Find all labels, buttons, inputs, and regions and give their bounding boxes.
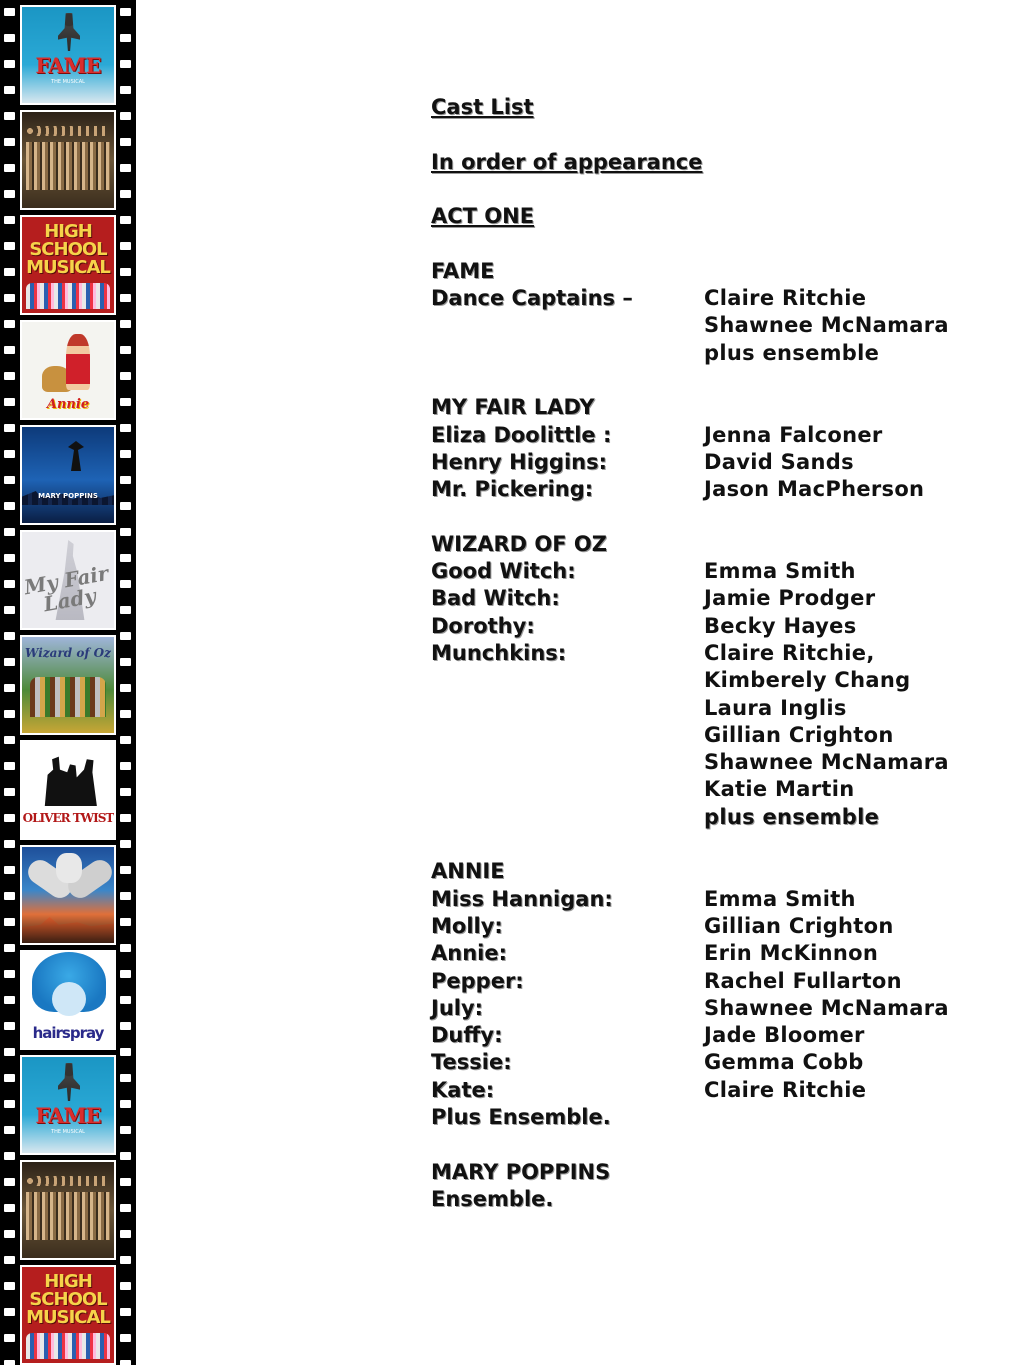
film-perforation <box>4 1334 15 1342</box>
poster-poppins <box>22 427 114 523</box>
film-perforation <box>120 112 131 120</box>
film-perforation <box>4 606 15 614</box>
film-perforation <box>120 60 131 68</box>
poster-title: Wizard of Oz <box>25 646 111 660</box>
film-perforation <box>4 1178 15 1186</box>
ensemble-note: plus ensemble <box>704 804 880 829</box>
film-perforation <box>4 528 15 536</box>
role-label: Miss Hannigan: <box>431 886 613 911</box>
film-perforation <box>4 1230 15 1238</box>
actor-name: David Sands <box>704 449 854 474</box>
actor-name: Katie Martin <box>704 777 855 802</box>
actor-name: Jamie Prodger <box>704 586 876 611</box>
film-perforation <box>120 450 131 458</box>
actor-name: Claire Ritchie <box>704 1077 867 1102</box>
film-perforation <box>120 1126 131 1134</box>
poster-subtitle: THE MUSICAL <box>51 79 85 85</box>
poster-art <box>56 853 82 883</box>
film-perforation <box>120 814 131 822</box>
role-label: Henry Higgins: <box>431 449 608 474</box>
role-label: Pepper: <box>431 968 524 993</box>
film-perforation <box>120 1282 131 1290</box>
role-label: Molly: <box>431 913 503 938</box>
poster-frame <box>20 635 116 735</box>
film-perforation <box>120 788 131 796</box>
poster-frame <box>20 845 116 945</box>
poster-title: HIGH SCHOOL MUSICAL <box>26 221 110 278</box>
poster-title: Annie <box>46 397 90 412</box>
poster-art <box>26 130 110 190</box>
film-perforation <box>4 346 15 354</box>
show-heading-annie: ANNIE <box>431 859 505 884</box>
poster-art <box>66 441 86 471</box>
film-perforation <box>4 1204 15 1212</box>
poster-fame <box>22 7 114 103</box>
film-perforation <box>120 1256 131 1264</box>
poster-frame <box>20 1055 116 1155</box>
cast-row <box>431 968 1011 995</box>
cast-row <box>431 476 1011 503</box>
poster-frame <box>20 215 116 315</box>
film-perforation <box>120 138 131 146</box>
cast-row <box>431 1022 1011 1049</box>
film-perforation <box>4 216 15 224</box>
film-perforation <box>4 580 15 588</box>
film-perforation <box>120 86 131 94</box>
film-perforation <box>4 502 15 510</box>
actor-name: Shawnee McNamara <box>704 313 949 338</box>
actor-name: Kimberely Chang <box>704 668 911 693</box>
film-perforation <box>120 372 131 380</box>
actor-name: Gillian Crighton <box>704 913 894 938</box>
film-perforation <box>4 658 15 666</box>
poster-title: FAME <box>35 1103 101 1128</box>
film-perforation <box>4 632 15 640</box>
film-perforation <box>120 216 131 224</box>
film-perforation <box>4 138 15 146</box>
cast-row <box>431 640 1011 667</box>
cast-row <box>431 1077 1011 1104</box>
poster-art <box>26 126 110 136</box>
poster-title: OLIVER TWIST <box>22 811 114 825</box>
poster-art <box>26 283 110 309</box>
role-label: Munchkins: <box>431 640 567 665</box>
film-perforation <box>4 892 15 900</box>
cast-row <box>431 449 1011 476</box>
poster-art <box>30 677 106 717</box>
film-perforation <box>120 34 131 42</box>
film-perforation <box>4 814 15 822</box>
film-perforation <box>4 1282 15 1290</box>
film-perforation <box>120 294 131 302</box>
poster-frame <box>20 530 116 630</box>
cast-row <box>431 995 1011 1022</box>
film-perforation <box>4 996 15 1004</box>
poster-chorus <box>22 1162 114 1258</box>
film-perforation <box>120 918 131 926</box>
poster-frame <box>20 950 116 1050</box>
film-perforation <box>120 996 131 1004</box>
cast-row <box>431 913 1011 940</box>
act-heading: ACT ONE <box>431 204 535 229</box>
cast-row <box>431 422 1011 449</box>
film-perforation <box>120 1360 131 1368</box>
show-heading-my-fair-lady: MY FAIR LADY <box>431 395 595 420</box>
film-perforation <box>120 1022 131 1030</box>
actor-name: Emma Smith <box>704 886 856 911</box>
film-perforation <box>4 164 15 172</box>
film-perforation <box>120 710 131 718</box>
film-perforation <box>120 970 131 978</box>
poster-frame <box>20 740 116 840</box>
film-perforation <box>4 372 15 380</box>
film-perforation <box>4 1074 15 1082</box>
actor-name: Claire Ritchie, <box>704 640 875 665</box>
film-perforation <box>120 346 131 354</box>
document-subtitle: In order of appearance <box>431 149 703 174</box>
film-perforation <box>4 710 15 718</box>
film-perforation <box>120 580 131 588</box>
film-perforation <box>4 112 15 120</box>
film-perforation <box>4 190 15 198</box>
cast-row <box>431 940 1011 967</box>
actor-name: Claire Ritchie <box>704 286 867 311</box>
role-label: Annie: <box>431 941 507 966</box>
film-perforation <box>4 60 15 68</box>
role-label: Dance Captains – <box>431 286 633 311</box>
poster-art <box>26 1333 110 1359</box>
ensemble-note: plus ensemble <box>704 340 880 365</box>
film-perforation <box>4 944 15 952</box>
cast-list-document <box>431 94 1011 1213</box>
film-perforation <box>120 398 131 406</box>
film-perforation <box>120 1048 131 1056</box>
film-perforations-right <box>120 0 132 1365</box>
poster-frame <box>20 1265 116 1365</box>
film-perforations-left <box>4 0 16 1365</box>
poster-hairspray <box>22 952 114 1048</box>
poster-hsm <box>22 217 114 313</box>
film-perforation <box>120 632 131 640</box>
film-perforation <box>4 1152 15 1160</box>
film-perforation <box>120 840 131 848</box>
film-perforation <box>120 1334 131 1342</box>
cast-row <box>431 1049 1011 1076</box>
film-perforation <box>4 86 15 94</box>
actor-name: Shawnee McNamara <box>704 750 949 775</box>
film-perforation <box>4 320 15 328</box>
film-perforation <box>4 788 15 796</box>
role-label: Duffy: <box>431 1023 503 1048</box>
film-perforation <box>120 502 131 510</box>
film-perforation <box>4 268 15 276</box>
film-perforation <box>4 1308 15 1316</box>
film-perforation <box>4 684 15 692</box>
poster-subtitle: THE MUSICAL <box>51 1129 85 1135</box>
poster-mfl <box>22 532 114 628</box>
film-perforation <box>120 684 131 692</box>
poster-title: FAME <box>35 53 101 78</box>
film-perforation <box>120 528 131 536</box>
ensemble-note: Ensemble. <box>431 1186 554 1211</box>
film-perforation <box>120 554 131 562</box>
film-perforation <box>4 8 15 16</box>
poster-fame <box>22 1057 114 1153</box>
film-perforation <box>120 8 131 16</box>
actor-name: Becky Hayes <box>704 613 857 638</box>
poster-art <box>42 754 98 806</box>
film-perforation <box>120 892 131 900</box>
actor-name: Jason MacPherson <box>704 477 925 502</box>
film-strip <box>0 0 136 1365</box>
show-heading-fame: FAME <box>431 258 495 283</box>
role-label: July: <box>431 995 484 1020</box>
film-perforation <box>4 918 15 926</box>
role-label: Mr. Pickering: <box>431 477 594 502</box>
role-label: Bad Witch: <box>431 586 560 611</box>
film-perforation <box>4 34 15 42</box>
film-perforation <box>4 1100 15 1108</box>
poster-hsm <box>22 1267 114 1363</box>
film-perforation <box>4 762 15 770</box>
actor-name: Gillian Crighton <box>704 722 894 747</box>
poster-frame <box>20 320 116 420</box>
film-perforation <box>4 450 15 458</box>
cast-row <box>431 558 1011 585</box>
film-perforation <box>4 1048 15 1056</box>
role-label: Dorothy: <box>431 613 535 638</box>
film-perforation <box>120 1074 131 1082</box>
film-perforation <box>120 1100 131 1108</box>
film-perforation <box>4 1256 15 1264</box>
actor-name: Jade Bloomer <box>704 1023 865 1048</box>
film-perforation <box>120 866 131 874</box>
actor-name: Rachel Fullarton <box>704 968 902 993</box>
film-perforation <box>120 242 131 250</box>
poster-frame <box>20 5 116 105</box>
role-label: Tessie: <box>431 1050 512 1075</box>
film-perforation <box>120 1230 131 1238</box>
poster-title: My Fair Lady <box>22 560 111 617</box>
film-perforation <box>120 762 131 770</box>
poster-art <box>66 334 90 390</box>
poster-title: HIGH SCHOOL MUSICAL <box>26 1271 110 1328</box>
poster-art <box>58 1063 80 1101</box>
show-heading-wizard-of-oz: WIZARD OF OZ <box>431 531 607 556</box>
actor-name: Jenna Falconer <box>704 422 883 447</box>
poster-chorus <box>22 112 114 208</box>
film-perforation <box>120 658 131 666</box>
film-perforation <box>4 242 15 250</box>
film-perforation <box>120 190 131 198</box>
poster-frame <box>20 110 116 210</box>
film-perforation <box>4 866 15 874</box>
film-perforation <box>4 476 15 484</box>
film-perforation <box>4 1022 15 1030</box>
ensemble-note: Plus Ensemble. <box>431 1104 611 1129</box>
actor-name: Gemma Cobb <box>704 1050 864 1075</box>
film-perforation <box>120 1308 131 1316</box>
poster-frame <box>20 425 116 525</box>
role-label: Kate: <box>431 1077 495 1102</box>
film-perforation <box>120 424 131 432</box>
film-perforation <box>4 736 15 744</box>
show-heading-mary-poppins: MARY POPPINS <box>431 1159 611 1184</box>
film-perforation <box>120 606 131 614</box>
cast-row <box>431 886 1011 913</box>
film-perforation <box>4 1360 15 1368</box>
film-perforation <box>120 1178 131 1186</box>
poster-art <box>58 13 80 51</box>
film-perforation <box>120 320 131 328</box>
film-perforation <box>120 164 131 172</box>
film-perforation <box>120 476 131 484</box>
cast-row <box>431 285 1011 312</box>
cast-row <box>431 613 1011 640</box>
actor-name: Emma Smith <box>704 559 856 584</box>
film-perforation <box>120 1152 131 1160</box>
film-perforation <box>4 970 15 978</box>
poster-title: MARY POPPINS <box>38 492 98 500</box>
poster-oliver <box>22 742 114 838</box>
film-perforation <box>4 554 15 562</box>
poster-art <box>26 1176 110 1186</box>
film-perforation <box>120 268 131 276</box>
film-perforation <box>4 294 15 302</box>
poster-annie <box>22 322 114 418</box>
film-perforation <box>120 944 131 952</box>
film-perforation <box>120 736 131 744</box>
film-perforation <box>4 398 15 406</box>
poster-frame <box>20 1160 116 1260</box>
film-perforation <box>4 424 15 432</box>
cast-row <box>431 585 1011 612</box>
actor-name: Shawnee McNamara <box>704 995 949 1020</box>
document-title: Cast List <box>431 95 534 119</box>
actor-name: Laura Inglis <box>704 695 847 720</box>
role-label: Eliza Doolittle : <box>431 422 612 447</box>
poster-oz <box>22 637 114 733</box>
role-label: Good Witch: <box>431 559 576 584</box>
poster-title: hairspray <box>32 1024 104 1042</box>
film-perforation <box>4 1126 15 1134</box>
poster-art <box>26 1180 110 1240</box>
film-perforation <box>4 840 15 848</box>
film-perforation <box>120 1204 131 1212</box>
actor-name: Erin McKinnon <box>704 941 879 966</box>
poster-arms <box>22 847 114 943</box>
poster-art <box>52 982 86 1016</box>
poster-art <box>22 917 114 943</box>
